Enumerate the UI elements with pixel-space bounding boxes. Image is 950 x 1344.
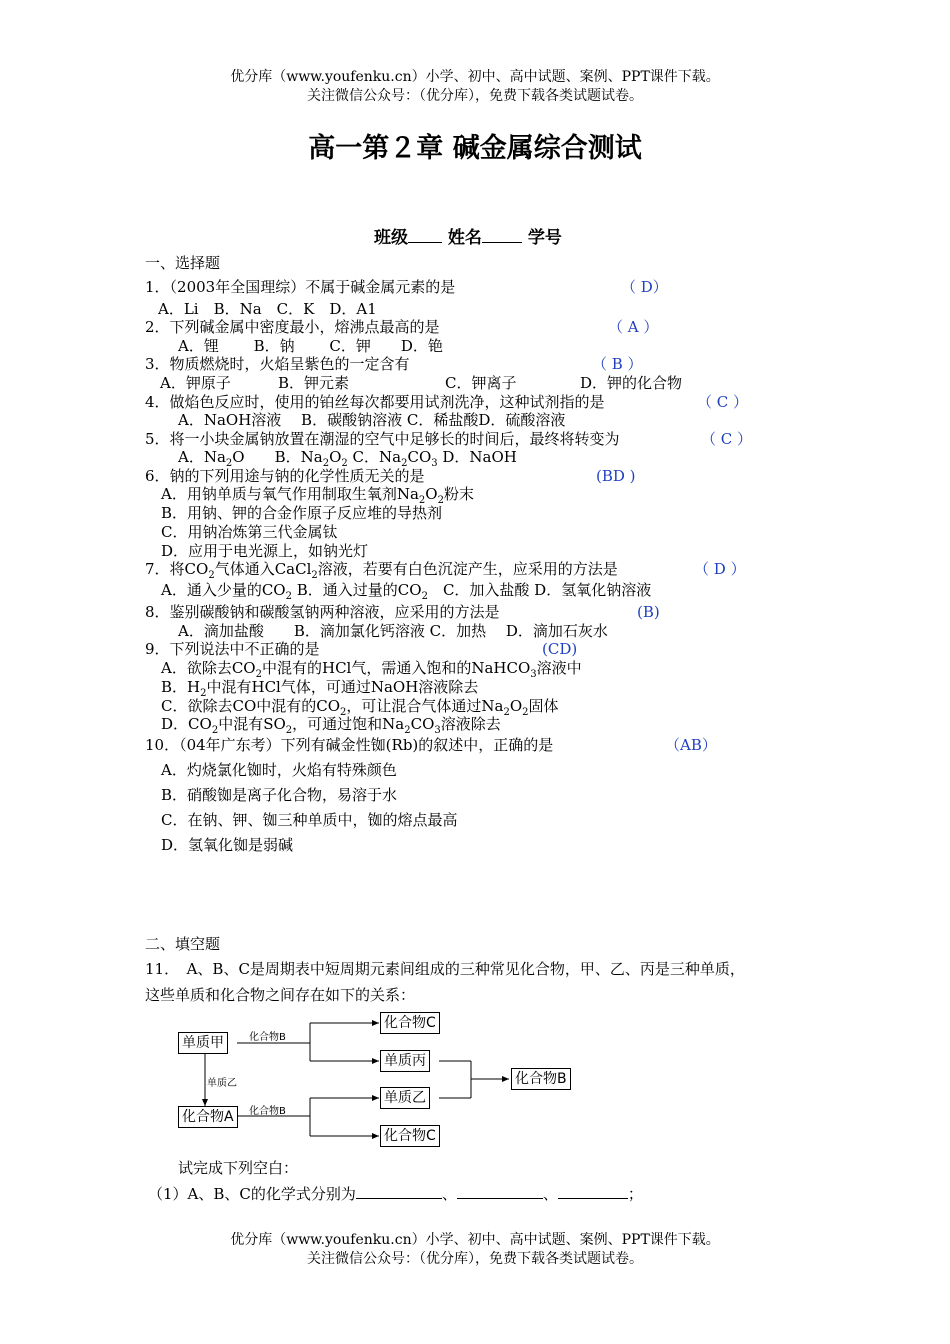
question-stem: 这些单质和化合物之间存在如下的关系： (145, 986, 416, 1004)
answer-blank-a[interactable] (356, 1184, 442, 1199)
box-huahewu-a: 化合物A (178, 1106, 238, 1128)
section-heading-choice: 一、选择题 (145, 254, 221, 272)
header-line-2: 关注微信公众号：（优分库），免费下载各类试题试卷。 (307, 88, 643, 104)
option: C．用钠冶炼第三代金属钛 (161, 523, 338, 541)
arrow-label: 化合物B (249, 1032, 286, 1043)
option: A．灼烧氯化铷时，火焰有特殊颜色 (161, 761, 397, 779)
footer-line-1: 优分库（www.youfenku.cn）小学、初中、高中试题、案例、PPT课件下载。 (230, 1232, 720, 1248)
option: B．钾元素 (278, 374, 350, 392)
option: D．钾的化合物 (580, 374, 683, 392)
question-answer: （ D ） (694, 560, 746, 578)
question-stem: 8．鉴别碳酸钠和碳酸氢钠两种溶液，应采用的方法是 (145, 603, 500, 621)
page-title: 高一第２章 碱金属综合测试 (308, 133, 642, 164)
option: B．用钠、钾的合金作原子反应堆的导热剂 (161, 504, 443, 522)
question-options: A．滴加盐酸 B．滴加氯化钙溶液 C．加热 D．滴加石灰水 (178, 622, 608, 640)
option: A．欲除去$CO_2$中混有的HCl气，需通入饱和的NaHCO$_3$溶液中 (161, 659, 582, 680)
question-options: A．NaOH溶液 B．碳酸钠溶液 C．稀盐酸D．硫酸溶液 (178, 411, 566, 429)
question-stem: 11． A、B、C是周期表中短周期元素间组成的三种常见化合物，甲、乙、丙是三种单质， (145, 960, 745, 978)
class-blank (408, 228, 442, 243)
question-stem: 7．将$CO_2$气体通入CaCl$_2$溶液，若要有白色沉淀产生，应采用的方法是 (145, 560, 618, 581)
question-stem: 1．（2003年全国理综）不属于碱金属元素的是 (145, 278, 456, 296)
separator: 、 (542, 1185, 558, 1203)
question-answer: (BD ) (596, 467, 636, 485)
question-options: A．$Na_2O$ B．$Na_2O_2$ C．$Na_2CO_3$ D．NaOH (178, 448, 517, 469)
box-huahewu-c-top: 化合物C (380, 1012, 440, 1034)
box-huahewu-b: 化合物B (511, 1068, 571, 1090)
option: D．氢氧化铷是弱碱 (161, 836, 294, 854)
option: C．钾离子 (445, 374, 517, 392)
option: A．用钠单质与氧气作用制取生氧剂$Na_2O_2$粉末 (161, 485, 474, 506)
arrow-label: 单质乙 (207, 1078, 237, 1089)
option: D．应用于电光源上，如钠光灯 (161, 542, 369, 560)
question-answer: （ C ） (697, 393, 749, 411)
section-heading-fill: 二、填空题 (145, 935, 221, 953)
question-answer: (B) (637, 603, 660, 621)
option: C．在钠、钾、铷三种单质中，铷的熔点最高 (161, 811, 458, 829)
question-answer: (CD) (542, 640, 578, 658)
question-stem: 6．钠的下列用途与钠的化学性质无关的是 (145, 467, 425, 485)
question-options: A．通入少量的$CO_2$ B．通入过量的$CO_2$ C．加入盐酸 D．氢氧化钠溶液 (161, 581, 652, 602)
question-stem: 2．下列碱金属中密度最小，熔沸点最高的是 (145, 318, 440, 336)
option: B．$H_2$中混有HCl气体，可通过NaOH溶液除去 (161, 678, 479, 699)
box-huahewu-c-bottom: 化合物C (380, 1125, 440, 1147)
question-stem: 4．做焰色反应时，使用的铂丝每次都要用试剂洗净，这种试剂指的是 (145, 393, 605, 411)
question-answer: （ A ） (608, 318, 659, 336)
name-blank (482, 228, 522, 243)
option: A．钾原子 (160, 374, 231, 392)
answer-blank-b[interactable] (457, 1184, 543, 1199)
fill-prompt: （1）A、B、C的化学式分别为 (148, 1185, 356, 1203)
option: C．欲除去CO中混有的$CO_2$，可让混合气体通过$Na_2O_2$固体 (161, 697, 559, 718)
question-answer: （ D） (621, 278, 668, 296)
box-danzhi-yi: 单质乙 (380, 1087, 430, 1109)
fill-question-1 (148, 1184, 643, 1203)
option: B．硝酸铷是离子化合物，易溶于水 (161, 786, 398, 804)
id-label: 学号 (527, 228, 562, 248)
terminator: ； (627, 1185, 643, 1203)
arrow-label: 化合物B (249, 1106, 286, 1117)
name-label: 姓名 (447, 228, 482, 248)
box-danzhi-jia: 单质甲 (178, 1032, 228, 1054)
box-danzhi-bing: 单质丙 (380, 1050, 430, 1072)
question-answer: （ B ） (592, 355, 643, 373)
question-stem: 5．将一小块金属钠放置在潮湿的空气中足够长的时间后，最终将转变为 (145, 430, 620, 448)
question-answer: （ C ） (701, 430, 753, 448)
footer-line-2: 关注微信公众号：（优分库），免费下载各类试题试卷。 (307, 1251, 643, 1267)
question-options: A．Li B．Na C．K D．A1 (158, 300, 377, 318)
class-label: 班级 (374, 228, 408, 248)
question-stem: 10．（04年广东考）下列有碱金性铷(Rb)的叙述中，正确的是 (145, 736, 554, 754)
student-info (374, 228, 562, 247)
instruction-text: 试完成下列空白： (178, 1159, 299, 1177)
header-line-1: 优分库（www.youfenku.cn）小学、初中、高中试题、案例、PPT课件下载。 (230, 69, 720, 85)
relation-diagram (175, 1006, 575, 1156)
separator: 、 (441, 1185, 457, 1203)
question-stem: 3．物质燃烧时，火焰呈紫色的一定含有 (145, 355, 410, 373)
question-answer: （AB） (665, 736, 717, 754)
question-stem: 9．下列说法中不正确的是 (145, 640, 320, 658)
option: D．$CO_2$中混有$SO_2$，可通过饱和$Na_2CO_3$溶液除去 (161, 715, 501, 736)
question-options: A．锂 B．钠 C．钾 D．铯 (178, 337, 443, 355)
answer-blank-c[interactable] (558, 1184, 628, 1199)
